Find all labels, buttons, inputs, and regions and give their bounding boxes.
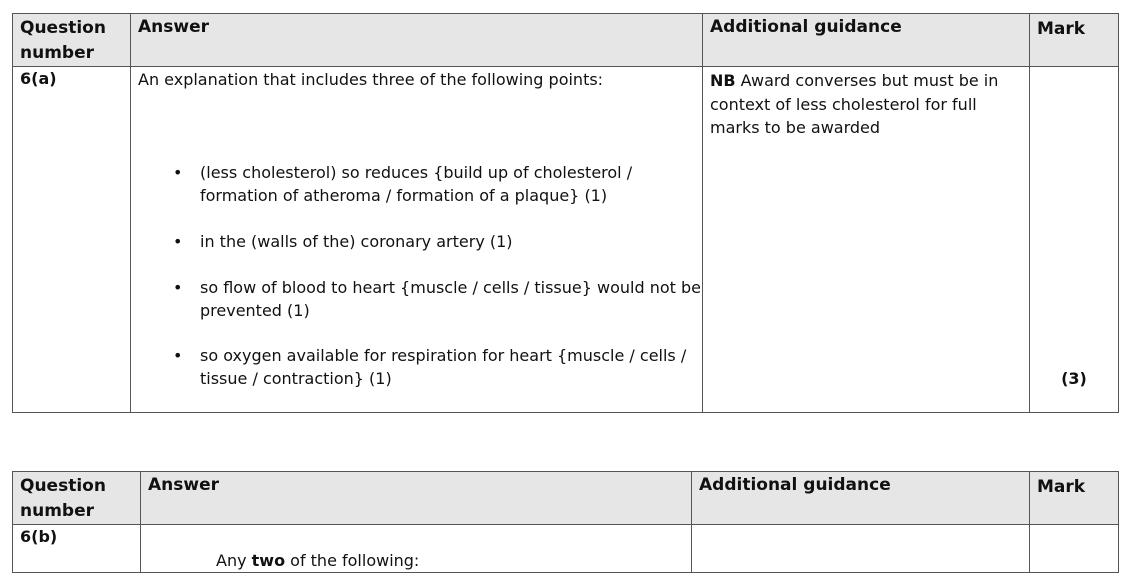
header-mark <box>1030 14 1119 67</box>
header-guidance <box>692 472 1030 525</box>
bullet-icon: • <box>173 346 183 365</box>
header-answer <box>141 472 692 525</box>
question-number-cell <box>13 525 141 573</box>
guidance-nb: NB <box>710 71 736 90</box>
point-text: (less cholesterol) so reduces {build up of cholesterol / formation of atheroma / formation of a plaque} (1) <box>200 163 633 205</box>
point-text: in the (walls of the) coronary artery (1) <box>200 232 513 251</box>
header-mark <box>1030 472 1119 525</box>
answer-cell <box>141 525 692 573</box>
bullet-icon: • <box>173 278 183 297</box>
mark-cell <box>1030 67 1119 413</box>
question-number-cell <box>13 67 131 413</box>
header-row <box>13 14 1119 67</box>
header-guidance-label: Additional guidance <box>699 475 891 495</box>
header-guidance-label: Additional guidance <box>710 17 902 37</box>
header-question-label: Question number <box>20 18 106 63</box>
answer-intro: An explanation that includes three of the following points: <box>138 70 604 89</box>
header-mark-label: Mark <box>1037 477 1086 497</box>
list-item <box>131 276 702 322</box>
guidance-cell <box>692 525 1030 573</box>
list-item <box>131 230 702 253</box>
guidance-cell <box>703 67 1030 413</box>
header-answer-label: Answer <box>138 17 209 37</box>
answer-row <box>13 67 1119 413</box>
question-number: 6(b) <box>20 527 58 546</box>
header-guidance <box>703 14 1030 67</box>
header-mark-label: Mark <box>1037 19 1086 39</box>
list-item <box>131 161 702 207</box>
answer-pre: Any <box>216 551 252 570</box>
answer-cell <box>131 67 703 413</box>
answer-points-list <box>131 161 702 390</box>
bullet-icon: • <box>173 232 183 251</box>
guidance-text <box>703 67 1029 140</box>
point-text: so flow of blood to heart {muscle / cells / tissue} would not be prevented (1) <box>200 278 702 320</box>
header-question-label: Question number <box>20 476 106 521</box>
answer-intro <box>141 525 691 572</box>
answer-post: of the following: <box>285 551 420 570</box>
answer-bold: two <box>251 551 286 570</box>
mark-scheme-table-6a <box>12 13 1119 413</box>
header-answer <box>131 14 703 67</box>
guidance-body: Award converses but must be in context of less cholesterol for full marks to be awarded <box>710 71 999 137</box>
header-question <box>13 472 141 525</box>
header-answer-label: Answer <box>148 475 219 495</box>
question-number: 6(a) <box>20 69 57 88</box>
list-item <box>131 344 702 390</box>
header-row <box>13 472 1119 525</box>
bullet-icon: • <box>173 163 183 182</box>
point-text: so oxygen available for respiration for heart {muscle / cells / tissue / contraction} (1) <box>200 346 687 388</box>
mark-cell <box>1030 525 1119 573</box>
answer-row <box>13 525 1119 573</box>
header-question <box>13 14 131 67</box>
mark-value: (3) <box>1061 369 1087 388</box>
mark-scheme-table-6b <box>12 471 1119 573</box>
